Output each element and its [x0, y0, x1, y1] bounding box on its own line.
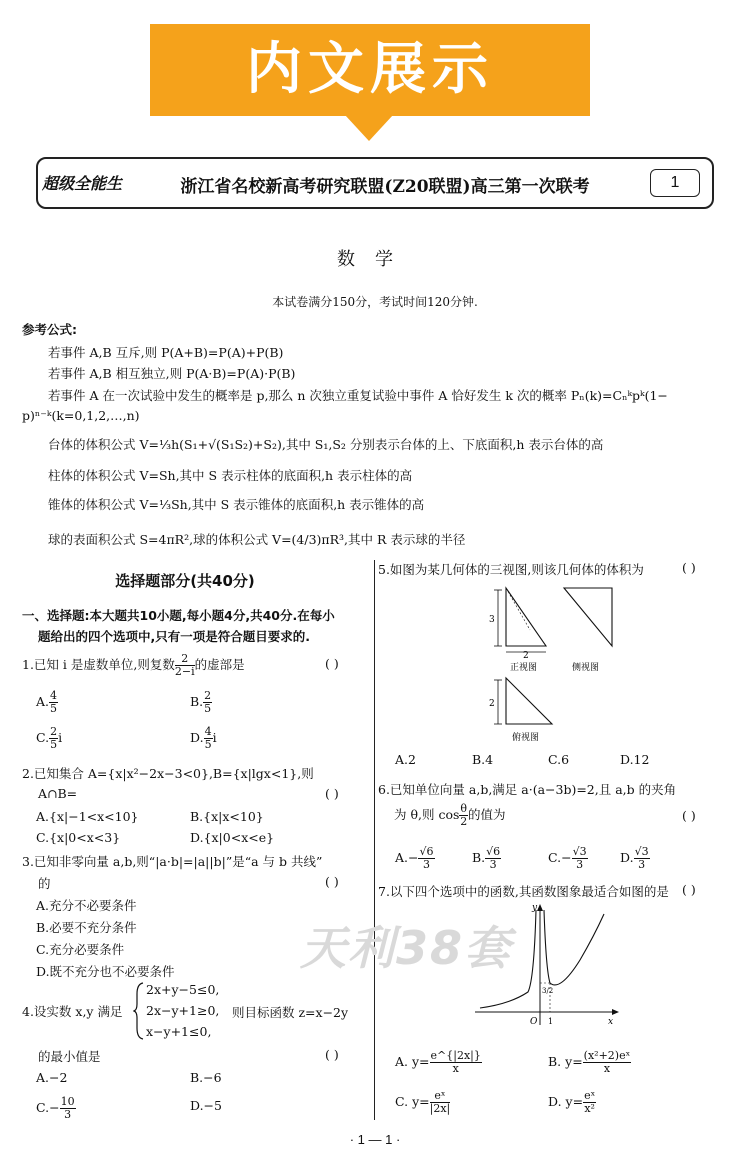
formulas-heading: 参考公式: — [22, 322, 77, 337]
banner-pointer — [345, 115, 393, 141]
q4-constraint-1: 2x+y−5≤0, — [146, 982, 220, 997]
three-view-diagram — [484, 580, 624, 750]
q4-brace — [133, 982, 145, 1040]
q3-option-c[interactable]: C.充分必要条件 — [36, 942, 125, 957]
graph-min-value: 3/2 — [542, 987, 554, 995]
formula-2: 若事件 A,B 相互独立,则 P(A·B)=P(A)·P(B) — [48, 366, 296, 381]
q4-option-a[interactable]: A.−2 — [36, 1070, 68, 1085]
q6-answer-blank[interactable]: ( ) — [682, 808, 696, 823]
front-width-label: 2 — [523, 651, 529, 661]
q1-option-c[interactable]: C. $\frac{2}{5}$ i — [36, 725, 63, 751]
front-view — [489, 588, 546, 673]
q3-stem-a: 3.已知非零向量 a,b,则“|a·b|=|a||b|”是“a 与 b 共线” — [22, 854, 323, 869]
q5-option-c[interactable]: C.6 — [548, 752, 570, 767]
q6-option-c[interactable]: C.− $\frac{√3}{3}$ — [548, 845, 587, 871]
formula-6: 锥体的体积公式 V=⅓Sh,其中 S 表示锥体的底面积,h 表示锥体的高 — [48, 497, 425, 512]
graph-tick-one: 1 — [548, 1017, 554, 1026]
subject-title: 数学 — [337, 249, 413, 270]
q1-option-a[interactable]: A. $\frac{4}{5}$ — [36, 689, 58, 715]
q6-option-a[interactable]: A.− $\frac{√6}{3}$ — [395, 845, 434, 871]
q6-stem-a: 6.已知单位向量 a,b,满足 a·(a−3b)=2,且 a,b 的夹角 — [378, 782, 677, 797]
side-view-label: 侧视图 — [572, 663, 600, 673]
q4-stem-lead: 4.设实数 x,y 满足 — [22, 1004, 123, 1019]
q6-option-d[interactable]: D. $\frac{√3}{3}$ — [620, 845, 649, 871]
q1-option-d[interactable]: D. $\frac{4}{5}$ i — [190, 725, 217, 751]
section-instructions-2: 题给出的四个选项中,只有一项是符合题目要求的. — [38, 629, 310, 644]
q4-option-b[interactable]: B.−6 — [190, 1070, 222, 1085]
q2-option-d[interactable]: D.{x|0<x<e} — [190, 830, 275, 845]
q2-answer-blank[interactable]: ( ) — [325, 786, 339, 801]
exam-intro: 本试卷满分150分，考试时间120分钟. — [272, 295, 478, 309]
q4-option-c[interactable]: C.− $\frac{10}{3}$ — [36, 1095, 75, 1121]
formula-1: 若事件 A,B 互斥,则 P(A+B)=P(A)+P(B) — [48, 345, 284, 360]
q4-constraint-2: 2x−y+1≥0, — [146, 1003, 220, 1018]
q3-option-b[interactable]: B.必要不充分条件 — [36, 920, 137, 935]
graph-x-label: x — [608, 1017, 614, 1027]
q5-answer-blank[interactable]: ( ) — [682, 560, 696, 575]
section-title: 选择题部分(共40分) — [115, 572, 255, 590]
q4-option-d[interactable]: D.−5 — [190, 1098, 222, 1113]
q7-answer-blank[interactable]: ( ) — [682, 882, 696, 897]
q6-stem-b: 为 θ,则 cos $\frac{\theta}{2}$ 的值为 — [394, 802, 506, 828]
column-divider — [374, 560, 375, 1120]
q4-stem-tail: 则目标函数 z=x−2y — [232, 1005, 349, 1020]
q5-option-a[interactable]: A.2 — [395, 752, 416, 767]
q6-option-b[interactable]: B. $\frac{√6}{3}$ — [472, 845, 501, 871]
q1-stem: 1.已知 i 是虚数单位,则复数 $\frac{2}{2-i}$ 的虚部是 — [22, 652, 245, 678]
q7-option-a[interactable]: A. y= $\frac{e\^{}\{|2x|\}}{x}$ — [395, 1049, 481, 1075]
q7-option-b[interactable]: B. y= $\frac{\text{(x²+2)eˣ}}{x}$ — [548, 1049, 631, 1075]
formula-3a: 若事件 A 在一次试验中发生的概率是 p,那么 n 次独立重复试验中事件 A 恰好发生 k 次的概率 Pₙ(k)=Cₙᵏpᵏ(1− — [48, 388, 668, 403]
q3-answer-blank[interactable]: ( ) — [325, 874, 339, 889]
q7-option-c[interactable]: C. y= $\frac{\text{eˣ}}{|2x|}$ — [395, 1089, 451, 1115]
graph-origin-label: O — [530, 1017, 538, 1027]
q1-answer-blank[interactable]: ( ) — [325, 656, 339, 671]
watermark-logo: 天利38套 — [300, 921, 513, 975]
q2-stem-a: 2.已知集合 A={x|x²−2x−3<0},B={x|lgx<1},则 — [22, 766, 314, 781]
banner-title: 内文展示 — [246, 37, 494, 102]
q4-answer-blank[interactable]: ( ) — [325, 1047, 339, 1062]
side-view — [564, 588, 612, 673]
page-number: · 1 — 1 · — [349, 1132, 401, 1147]
formula-7: 球的表面积公式 S=4πR²,球的体积公式 V=(4/3)πR³,其中 R 表示球的半径 — [48, 532, 466, 547]
q2-stem-b: A∩B= — [38, 786, 78, 801]
formula-3b: p)ⁿ⁻ᵏ(k=0,1,2,…,n) — [22, 408, 140, 423]
q2-option-a[interactable]: A.{x|−1<x<10} — [36, 809, 139, 824]
front-view-label: 正视图 — [510, 663, 538, 673]
exam-title: 浙江省名校新高考研究联盟(Z20联盟)高三第一次联考 — [180, 177, 590, 197]
q2-option-b[interactable]: B.{x|x<10} — [190, 809, 264, 824]
q4-stem-b: 的最小值是 — [38, 1049, 101, 1064]
front-height-label: 3 — [489, 615, 495, 625]
q3-option-d[interactable]: D.既不充分也不必要条件 — [36, 964, 175, 979]
top-view — [489, 678, 552, 743]
q2-option-c[interactable]: C.{x|0<x<3} — [36, 830, 121, 845]
exam-number-badge: 1 — [650, 169, 700, 197]
q1-option-b[interactable]: B. $\frac{2}{5}$ — [190, 689, 212, 715]
formula-5: 柱体的体积公式 V=Sh,其中 S 表示柱体的底面积,h 表示柱体的高 — [48, 468, 413, 483]
formula-4: 台体的体积公式 V=⅓h(S₁+√(S₁S₂)+S₂),其中 S₁,S₂ 分别表示台体的上、下底面积,h 表示台体的高 — [48, 437, 604, 452]
q4-constraint-3: x−y+1≤0, — [146, 1024, 212, 1039]
q5-stem: 5.如图为某几何体的三视图,则该几何体的体积为 — [378, 562, 644, 577]
q5-option-d[interactable]: D.12 — [620, 752, 650, 767]
q3-stem-b: 的 — [38, 876, 51, 891]
q5-option-b[interactable]: B.4 — [472, 752, 494, 767]
top-view-label: 俯视图 — [512, 733, 540, 743]
brand-logo: 超级全能生 — [42, 174, 123, 193]
graph-y-label: y — [532, 903, 538, 913]
q7-option-d[interactable]: D. y= $\frac{\text{eˣ}}{\text{x²}}$ — [548, 1089, 596, 1115]
section-instructions-1: 一、选择题:本大题共10小题,每小题4分,共40分.在每小 — [22, 608, 335, 623]
q7-stem: 7.以下四个选项中的函数,其函数图象最适合如图的是 — [378, 884, 669, 899]
q3-option-a[interactable]: A.充分不必要条件 — [36, 898, 137, 913]
top-height-label: 2 — [489, 699, 495, 709]
